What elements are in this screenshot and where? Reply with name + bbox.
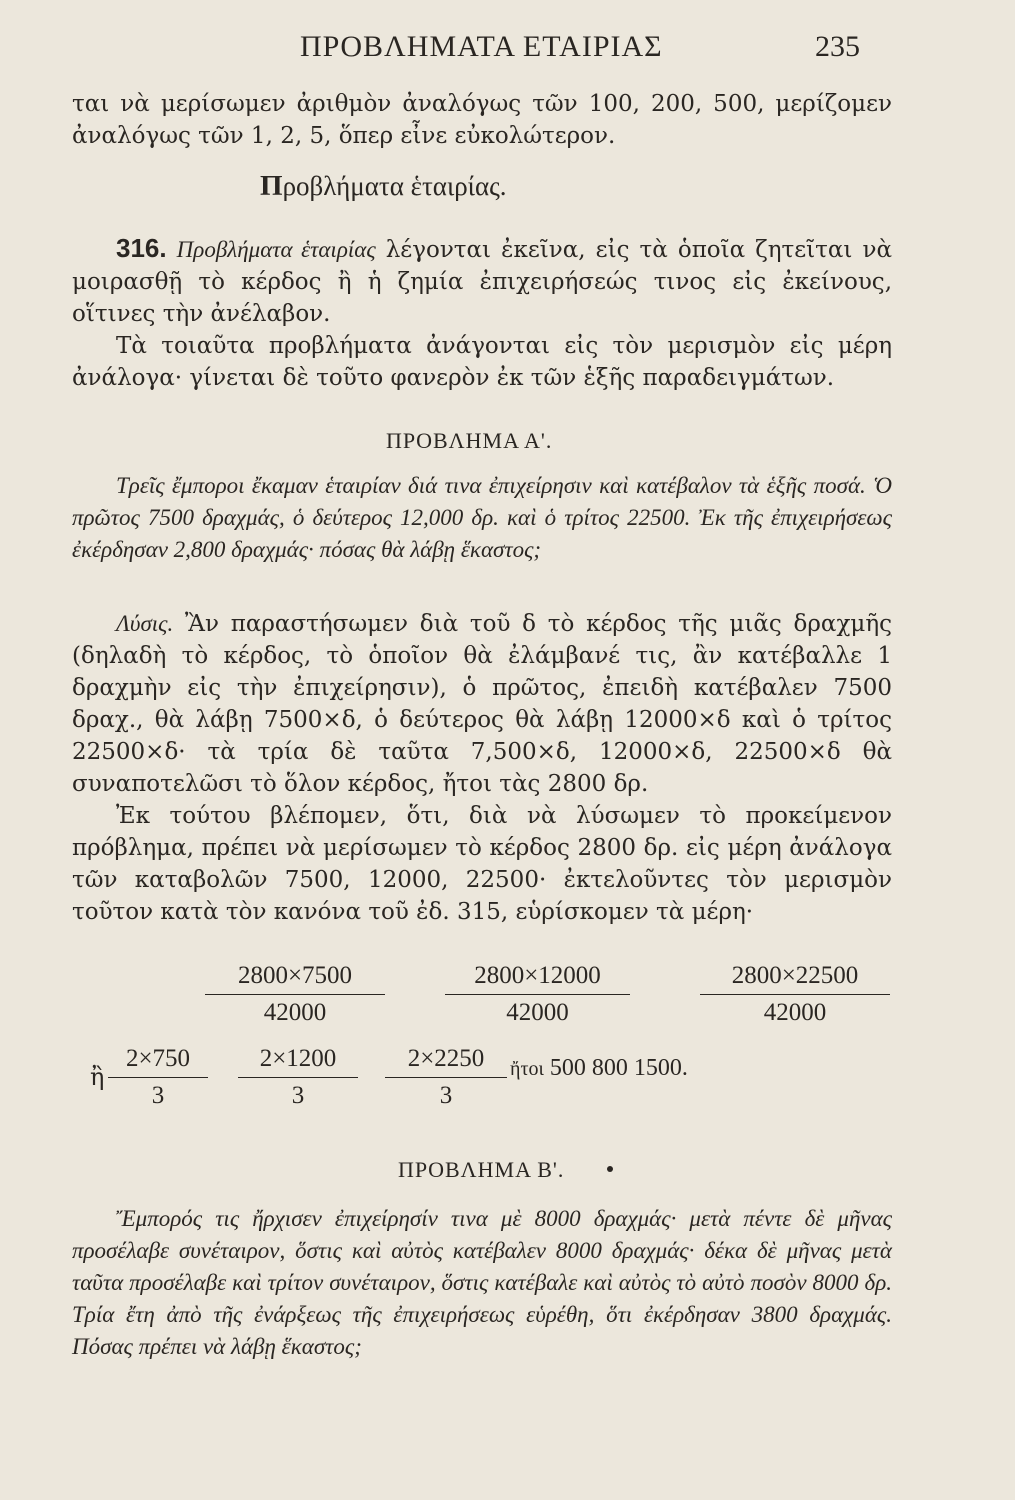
intro-paragraph (72, 88, 892, 152)
intro-text: ται νὰ μερίσωμεν ἀριθμὸν ἀναλόγως τῶν 100, 200, 500, μερίζομεν ἀναλόγως τῶν 1, 2, 5, ὅπερ εἶνε εὐκολώτερον. (72, 91, 892, 149)
fraction-numerator: 2×750 (108, 1045, 208, 1078)
article-lead: Προβλήματα ἑταιρίας (176, 237, 376, 262)
page-header (0, 30, 1015, 70)
page-number: 235 (815, 30, 860, 63)
or-symbol: ἢ (90, 1063, 105, 1091)
fraction-part-1 (205, 962, 385, 1027)
fraction-denominator: 42000 (263, 999, 327, 1026)
result-prefix: ἤτοι (510, 1058, 544, 1080)
fraction-denominator: 42000 (763, 999, 827, 1026)
fraction-denominator: 42000 (506, 999, 569, 1026)
problem-b-statement-block (72, 1203, 892, 1363)
fraction-numerator: 2×2250 (385, 1045, 507, 1078)
conclusion-text: Ἐκ τούτου βλέπομεν, ὅτι, διὰ νὰ λύσωμεν τὸ προκείμενον πρόβλημα, πρέπει νὰ μερίσωμεν τὸ κέρδος 2800 δρ. εἰς μέρη ἀνάλογα τῶν καταβολῶν 7500, 12000, 22500· ἐκτελοῦντες τὸν μερισμὸν τοῦτον κατὰ τὸν κανόνα τοῦ ἐδ. 315, εὑρίσκομεν τὰ μέρη· (72, 803, 892, 925)
fraction-numerator: 2800×22500 (700, 962, 890, 995)
fraction-simple-1 (108, 1045, 208, 1110)
section-heading-rest: ροβλήματα ἑταιρίας. (282, 171, 507, 201)
solution-label: Λύσις. (116, 611, 174, 636)
fraction-part-2 (445, 962, 630, 1027)
section-heading (260, 170, 507, 203)
problem-a-solution-block (72, 608, 892, 928)
fraction-numerator: 2800×12000 (445, 962, 630, 995)
fraction-denominator: 3 (151, 1082, 165, 1109)
fraction-simple-3 (385, 1045, 507, 1110)
section-heading-initial: Π (260, 170, 283, 202)
result-line (510, 1055, 688, 1082)
problem-a-statement-block (72, 470, 892, 566)
problem-b-statement: Ἔμπορός τις ἤρχισεν ἐπιχείρησίν τινα μὲ 8000 δραχμάς· μετὰ πέντε δὲ μῆνας προσέλαβε συνέταιρον, ὅστις καὶ αὐτὸς κατέβαλεν 8000 δραχμάς· δέκα δὲ μῆνας μετὰ ταῦτα προσέλαβε καὶ τρίτον συνέταιρον, ὅστις κατέβαλε καὶ αὐτὸς τὸ αὐτὸ ποσὸν 8000 δρ. Τρία ἔτη ἀπὸ τῆς ἐνάρξεως τῆς ἐπιχειρήσεως εὑρέθη, ὅτι ἐκέρδησαν 3800 δραχμάς. Πόσας πρέπει νὰ λάβῃ ἕκαστος; (72, 1206, 892, 1359)
article-text: λέγονται ἐκεῖνα, εἰς τὰ ὁποῖα ζητεῖται νὰ μοιρασθῇ τὸ κέρδος ἢ ἡ ζημία ἐπιχειρήσεώς τινος εἰς ἐκείνους, οἵτινες τὴν ἀνέλαβον. (72, 237, 893, 327)
solution-text: Ἂν παραστήσωμεν διὰ τοῦ δ τὸ κέρδος τῆς μιᾶς δραχμῆς (δηλαδὴ τὸ κέρδος, τὸ ὁποῖον θὰ ἐλάμβανέ τις, ἂν κατέβαλλε 1 δραχμὴν εἰς τὴν ἐπιχείρησιν), ὁ πρῶτος, ἐπειδὴ κατέβαλεν 7500 δραχ., θὰ λάβῃ 7500×δ, ὁ δεύτερος θὰ λάβῃ 12000×δ καὶ ὁ τρίτος 22500×δ· τὰ τρία δὲ ταῦτα 7,500×δ, 12000×δ, 22500×δ θὰ συναποτελῶσι τὸ ὅλον κέρδος, ἤτοι τὰς 2800 δρ. (72, 611, 892, 797)
article-number: 316. (116, 233, 167, 263)
fraction-numerator: 2800×7500 (205, 962, 385, 995)
fraction-denominator: 3 (291, 1082, 305, 1109)
fraction-part-3 (700, 962, 890, 1027)
running-title: ΠΡΟΒΛΗΜΑΤΑ ΕΤΑΙΡΙΑΣ (300, 30, 663, 63)
problem-a-statement: Τρεῖς ἔμποροι ἔκαμαν ἑταιρίαν διά τινα ἐπιχείρησιν καὶ κατέβαλον τὰ ἑξῆς ποσά. Ὁ πρῶτος 7500 δραχμάς, ὁ δεύτερος 12,000 δρ. καὶ ὁ τρίτος 22500. Ἐκ τῆς ἐπιχειρήσεως ἐκέρδησαν 2,800 δραχμάς· πόσας θὰ λάβῃ ἕκαστος; (72, 473, 892, 562)
fraction-denominator: 3 (439, 1082, 453, 1109)
problem-a-title: ΠΡΟΒΛΗΜΑ Α'. (386, 428, 553, 453)
print-dot (607, 1166, 613, 1172)
fraction-simple-2 (238, 1045, 358, 1110)
article-paragraph-2: Τὰ τοιαῦτα προβλήματα ἀνάγονται εἰς τὸν μερισμὸν εἰς μέρη ἀνάλογα· γίνεται δὲ τοῦτο φανερὸν ἐκ τῶν ἑξῆς παραδειγμάτων. (72, 333, 892, 391)
fraction-numerator: 2×1200 (238, 1045, 358, 1078)
result-values: 500 800 1500. (549, 1055, 688, 1081)
problem-b-title: ΠΡΟΒΛΗΜΑ Β'. (398, 1157, 565, 1182)
article-316 (72, 232, 892, 394)
